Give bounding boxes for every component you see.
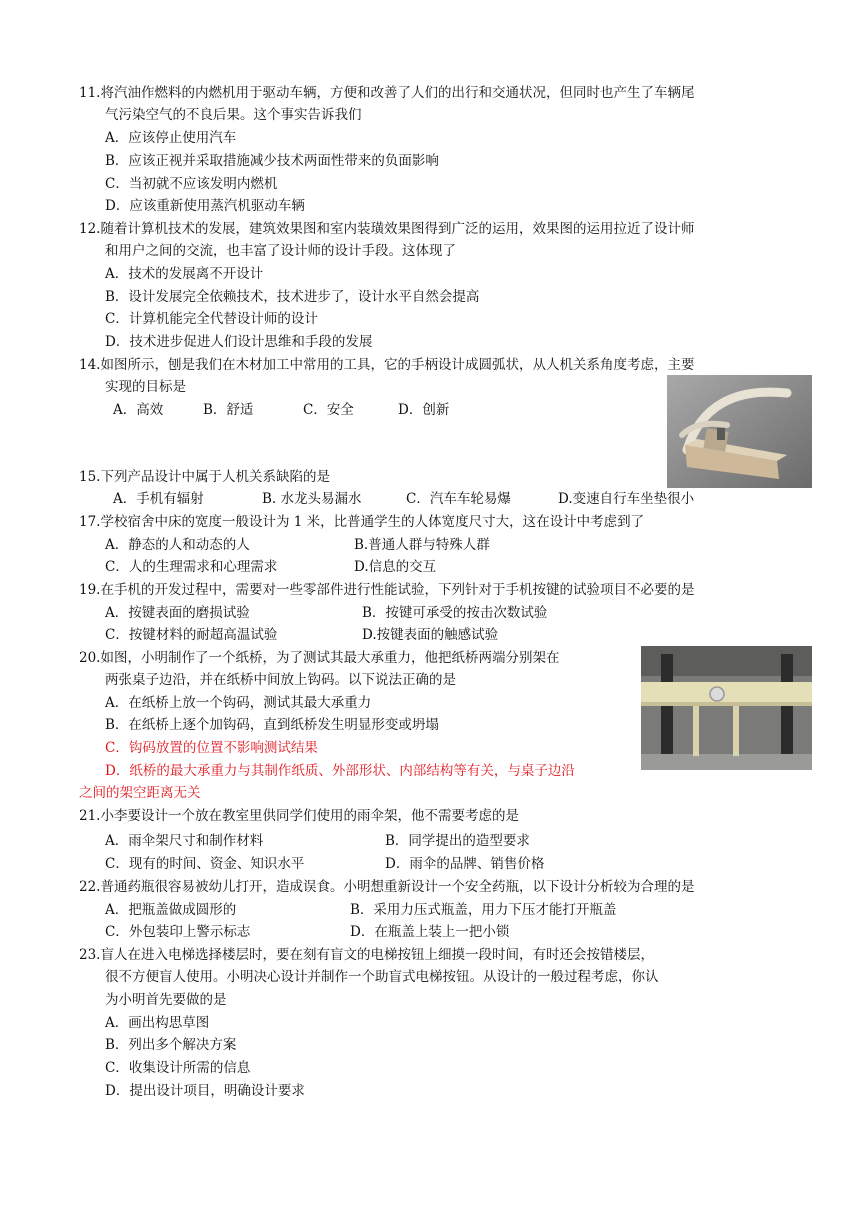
q23-option-d: D．提出设计项目，明确设计要求	[105, 1083, 305, 1099]
q14-option-b: B．舒适	[203, 402, 254, 418]
q14-option-a: A．高效	[113, 402, 164, 418]
q11-option-c: C．当初就不应该发明内燃机	[105, 176, 278, 192]
q21-option-a: A．雨伞架尺寸和制作材料	[105, 833, 264, 849]
q17-option-c: C．人的生理需求和心理需求	[105, 559, 278, 575]
q21-stem: 21.小李要设计一个放在教室里供同学们使用的雨伞架，他不需要考虑的是	[79, 808, 519, 824]
q14-option-c: C．安全	[303, 402, 354, 418]
wood-plane-photo	[667, 375, 812, 488]
q23-stem-line1: 23.盲人在进入电梯选择楼层时，要在刻有盲文的电梯按钮上细摸一段时间，有时还会按错楼层，	[79, 947, 654, 963]
q15-option-c: C．汽车车轮易爆	[406, 491, 511, 507]
q17-stem: 17.学校宿舍中床的宽度一般设计为 1 米，比普通学生的人体宽度尺寸大，这在设计中考虑到了	[79, 514, 645, 530]
q20-option-a: A．在纸桥上放一个钩码，测试其最大承重力	[105, 695, 372, 711]
q12-option-d: D．技术进步促进人们设计思维和手段的发展	[105, 334, 373, 350]
q12-option-c: C．计算机能完全代替设计师的设计	[105, 311, 318, 327]
q23-option-b: B．列出多个解决方案	[105, 1037, 237, 1053]
q12-stem-line2: 和用户之间的交流，也丰富了设计师的设计手段。这体现了	[105, 243, 456, 259]
q19-stem: 19.在手机的开发过程中，需要对一些零部件进行性能试验，下列针对于手机按键的试验项目不必要的是	[79, 582, 695, 598]
q20-option-d-line2: 之间的架空距离无关	[79, 785, 201, 801]
q12-stem-line1: 12.随着计算机技术的发展，建筑效果图和室内装璜效果图得到广泛的运用，效果图的运用拉近了设计师	[79, 221, 695, 237]
q15-option-d: D.变速自行车坐垫很小	[558, 491, 695, 507]
q14-stem-line2: 实现的目标是	[105, 379, 186, 395]
q22-option-d: D．在瓶盖上装上一把小锁	[350, 924, 510, 940]
q11-option-b: B．应该正视并采取措施减少技术两面性带来的负面影响	[105, 153, 439, 169]
q11-option-d: D．应该重新使用蒸汽机驱动车辆	[105, 198, 305, 214]
q19-option-a: A．按键表面的磨损试验	[105, 605, 250, 621]
q20-option-c: C．钩码放置的位置不影响测试结果	[105, 740, 318, 756]
q11-stem-line1: 11.将汽油作燃料的内燃机用于驱动车辆，方便和改善了人们的出行和交通状况，但同时也产生了车辆尾	[79, 85, 695, 101]
q12-option-a: A．技术的发展离不开设计	[105, 266, 264, 282]
q19-option-d: D.按键表面的触感试验	[362, 627, 499, 643]
q22-stem: 22.普通药瓶很容易被幼儿打开，造成误食。小明想重新设计一个安全药瓶，以下设计分析较为合理的是	[79, 879, 695, 895]
q19-option-b: B．按键可承受的按击次数试验	[362, 605, 548, 621]
q22-option-b: B．采用力压式瓶盖，用力下压才能打开瓶盖	[350, 902, 617, 918]
q21-option-b: B．同学提出的造型要求	[385, 833, 530, 849]
q17-option-a: A．静态的人和动态的人	[105, 537, 250, 553]
q20-stem-line1: 20.如图，小明制作了一个纸桥，为了测试其最大承重力，他把纸桥两端分别架在	[79, 650, 560, 666]
q17-option-d: D.信息的交互	[354, 559, 437, 575]
q22-option-a: A．把瓶盖做成圆形的	[105, 902, 237, 918]
q11-option-a: A．应该停止使用汽车	[105, 130, 237, 146]
q23-stem-line3: 为小明首先要做的是	[105, 992, 227, 1008]
paper-bridge-photo	[641, 646, 812, 770]
q20-stem-line2: 两张桌子边沿，并在纸桥中间放上钩码。以下说法正确的是	[105, 672, 456, 688]
q15-stem: 15.下列产品设计中属于人机关系缺陷的是	[79, 469, 330, 485]
q12-option-b: B．设计发展完全依赖技术，技术进步了，设计水平自然会提高	[105, 289, 480, 305]
q21-option-c: C．现有的时间、资金、知识水平	[105, 856, 305, 872]
q21-option-d: D．雨伞的品牌、销售价格	[385, 856, 545, 872]
q15-option-a: A．手机有辐射	[113, 491, 204, 507]
q19-option-c: C．按键材料的耐超高温试验	[105, 627, 278, 643]
q23-option-a: A．画出构思草图	[105, 1015, 210, 1031]
q22-option-c: C．外包装印上警示标志	[105, 924, 251, 940]
q23-option-c: C．收集设计所需的信息	[105, 1060, 251, 1076]
q15-option-b: B. 水龙头易漏水	[262, 491, 362, 507]
q20-option-b: B．在纸桥上逐个加钩码，直到纸桥发生明显形变或坍塌	[105, 717, 439, 733]
q14-option-d: D．创新	[398, 402, 450, 418]
q17-option-b: B.普通人群与特殊人群	[354, 537, 490, 553]
q20-option-d-line1: D．纸桥的最大承重力与其制作纸质、外部形状、内部结构等有关，与桌子边沿	[105, 763, 575, 779]
q23-stem-line2: 很不方便盲人使用。小明决心设计并制作一个助盲式电梯按钮。从设计的一般过程考虑，你认	[105, 969, 659, 985]
q11-stem-line2: 气污染空气的不良后果。这个事实告诉我们	[105, 107, 362, 123]
q14-stem-line1: 14.如图所示，刨是我们在木材加工中常用的工具，它的手柄设计成圆弧状，从人机关系角度考虑，主要	[79, 357, 695, 373]
